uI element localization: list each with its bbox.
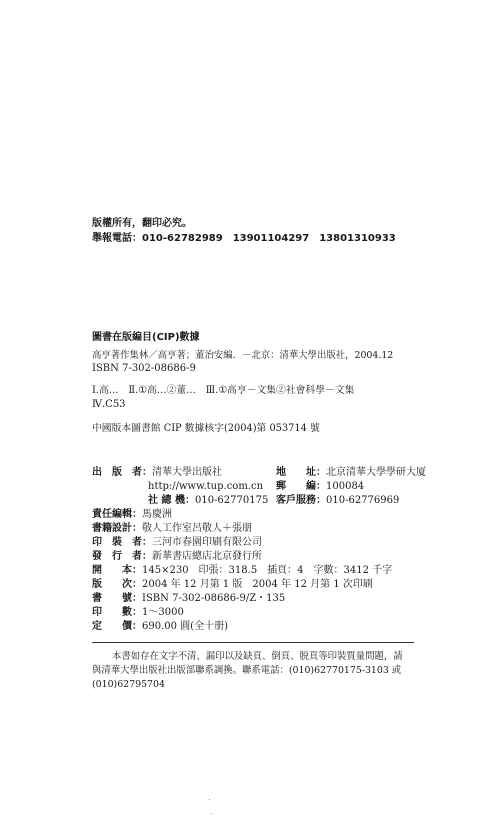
quality-notice-line-3: (010)62795704 [92,679,165,690]
switchboard-label: 社 總 機： [148,495,195,506]
printer-row [92,537,262,549]
postcode-row [276,481,364,493]
printer-value: 三河市春園印刷有限公司 [152,537,262,548]
price-value: 690.00 圓(全十册) [142,621,228,632]
book-number-label: 書 號： [92,593,142,604]
report-hotline-numbers: 010-62782989 13901104297 13801310933 [142,233,396,244]
report-hotline-label: 舉報電話： [92,233,142,244]
format-label: 開 本： [92,565,142,576]
publisher-row [92,467,222,479]
customer-service-value: 010-62776969 [326,495,400,506]
publisher-label: 出 版 者： [92,467,152,478]
customer-service-row [276,495,399,507]
postcode-value: 100084 [326,481,365,492]
cip-classification: Ⅳ.C53 [92,399,126,410]
edition-label: 版 次： [92,579,142,590]
edition-row [92,579,373,591]
format-row [92,565,392,577]
cip-isbn: ISBN 7-302-08686-9 [92,363,196,374]
notice-divider [92,642,414,643]
cip-subjects: Ⅰ.高… Ⅱ.①高…②董… Ⅲ.①高亨－文集②社會科學－文集 [92,385,355,396]
distributor-value: 新華書店總店北京發行所 [152,551,262,562]
edition-value: 2004 年 12 月第 1 版 2004 年 12 月第 1 次印刷 [142,579,373,590]
publisher-url: http://www.tup.com.cn [148,481,264,492]
design-value: 敬人工作室呂敬人＋張朋 [142,523,252,534]
quality-notice-line-1: 本書如存在文字不清、漏印以及缺頁、倒頁、脱頁等印裝質量問題，請 [112,651,403,662]
printer-label: 印 裝 者： [92,537,152,548]
format-value: 145×230 印張：318.5 插頁：4 字數：3412 千字 [142,565,393,576]
editor-row [92,509,172,521]
editor-label: 責任編輯： [92,509,142,520]
report-hotline [92,233,396,245]
cip-record-number: 中國版本圖書館 CIP 數據核字(2004)第 053714 號 [92,423,320,434]
quality-notice-line-2: 與清華大學出版社出版部聯系調換。聯系電話：(010)62770175-3103 或 [92,665,402,676]
cip-entry: 高亨著作集林／高亨著；董治安編．－北京：清華大學出版社，2004.12 [92,350,394,361]
book-number-row [92,593,285,605]
cip-heading: 圖書在版編目(CIP)數據 [92,332,200,343]
price-label: 定 價： [92,621,142,632]
editor-value: 馬慶洲 [142,509,172,520]
design-row [92,523,252,535]
switchboard-row [148,495,268,507]
book-number-value: ISBN 7-302-08686-9/Z・135 [142,593,286,604]
print-run-label: 印 數： [92,607,142,618]
postcode-label: 郵 編： [276,481,326,492]
distributor-label: 發 行 者： [92,551,152,562]
address-value: 北京清華大學學研大厦 [326,467,426,478]
print-run-row [92,607,184,619]
address-row [276,467,426,479]
distributor-row [92,551,262,563]
publisher-value: 清華大學出版社 [152,467,222,478]
scan-speck [209,799,210,800]
design-label: 書籍設計： [92,523,142,534]
print-run-value: 1～3000 [142,607,184,618]
price-row [92,621,228,633]
switchboard-value: 010-62770175 [194,495,269,506]
customer-service-label: 客戶服務： [276,495,326,506]
copyright-notice: 版權所有，翻印必究。 [92,218,192,229]
address-label: 地 址： [276,467,326,478]
scan-speck [211,813,212,814]
